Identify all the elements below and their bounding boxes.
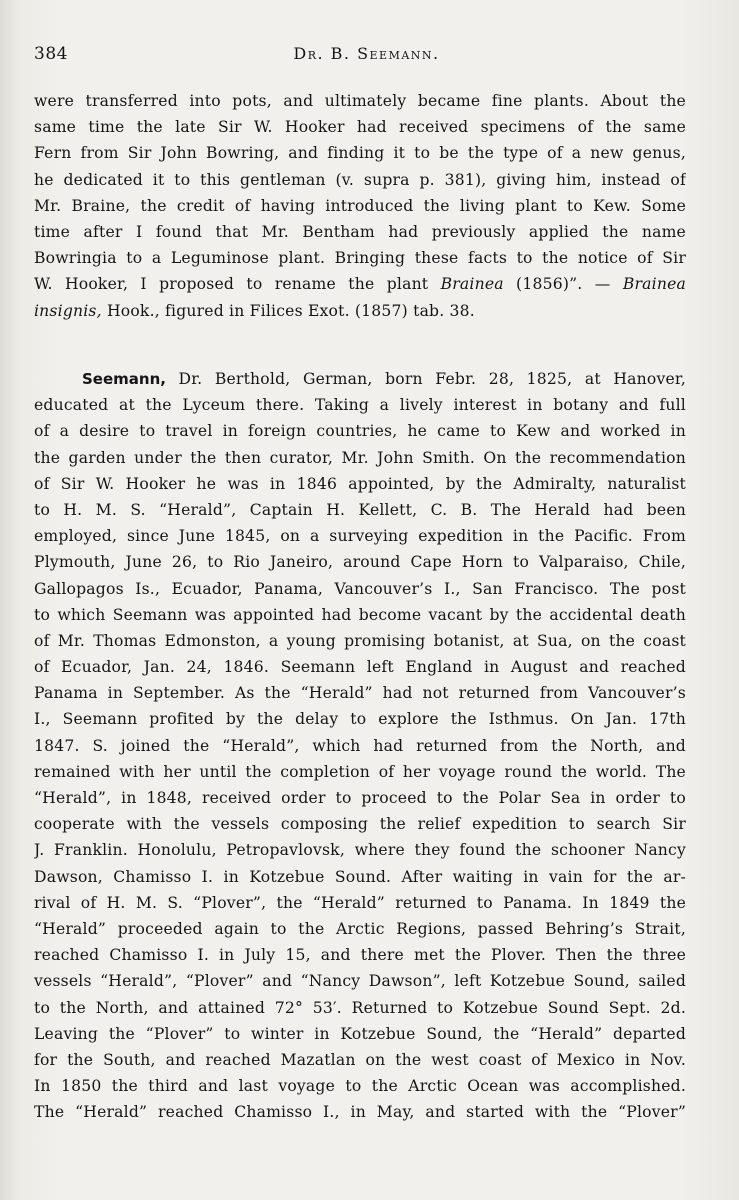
text-line (34, 298, 686, 324)
text-line: In 1850 the third and last voyage to the Arctic Ocean was accomplished. (34, 1077, 686, 1096)
text-line: Bowringia to a Leguminose plant. Bringing these facts to the notice of Sir (34, 249, 686, 268)
text-line: same time the late Sir W. Hooker had received specimens of the same (34, 118, 686, 137)
text-line: The “Herald” reached Chamisso I., in May, and started with the “Plover” (34, 1103, 686, 1122)
text-line: for the South, and reached Mazatlan on the west coast of Mexico in Nov. (34, 1050, 686, 1069)
entry-name: Seemann, (82, 370, 166, 388)
text-line (34, 271, 686, 297)
text-line: reached Chamisso I. in July 15, and there met the Plover. Then the three (34, 946, 686, 965)
text-fragment: (1856)”. — (503, 275, 623, 294)
text-line: of Sir W. Hooker he was in 1846 appointed, by the Admiralty, naturalist (34, 474, 686, 493)
text-line: 1847. S. joined the “Herald”, which had returned from the North, and (34, 736, 686, 755)
text-line: J. Franklin. Honolulu, Petropavlovsk, where they found the schooner Nancy (34, 841, 686, 860)
text-line (34, 366, 686, 392)
text-line: vessels “Herald”, “Plover” and “Nancy Dawson”, left Kotzebue Sound, sailed (34, 972, 686, 991)
page-number: 384 (34, 44, 68, 64)
running-head: Dr. B. Seemann. (293, 44, 440, 63)
text-line: the garden under the then curator, Mr. John Smith. On the recommendation (34, 448, 686, 467)
text-line: I., Seemann profited by the delay to explore the Isthmus. On Jan. 17th (34, 710, 686, 729)
text-line: Panama in September. As the “Herald” had not returned from Vancouver’s (34, 684, 686, 703)
page-header (34, 44, 699, 72)
species-name: insignis, (34, 301, 102, 320)
text-line: were transferred into pots, and ultimately became fine plants. About the (34, 92, 686, 110)
text-line: “Herald”, in 1848, received order to proceed to the Polar Sea in order to (34, 789, 686, 807)
text-line: of Mr. Thomas Edmonston, a young promising botanist, at Sua, on the coast (34, 631, 686, 650)
text-line: educated at the Lyceum there. Taking a lively interest in botany and full (34, 396, 686, 415)
text-line: of a desire to travel in foreign countries, he came to Kew and worked in (34, 422, 686, 441)
text-line: to H. M. S. “Herald”, Captain H. Kellett, C. B. The Herald had been (34, 500, 686, 519)
text-line: cooperate with the vessels composing the relief expedition to search Sir (34, 815, 686, 834)
text-line: Gallopagos Is., Ecuador, Panama, Vancouver’s I., San Francisco. The post (34, 579, 686, 598)
text-line: of Ecuador, Jan. 24, 1846. Seemann left England in August and reached (34, 658, 686, 677)
text-fragment: Dr. Berthold, German, born Febr. 28, 1825, at Hanover, (165, 370, 686, 388)
text-line: Plymouth, June 26, to Rio Janeiro, around Cape Horn to Valparaiso, Chile, (34, 553, 686, 572)
text-line: Leaving the “Plover” to winter in Kotzebue Sound, the “Herald” departed (34, 1024, 686, 1043)
text-line: Mr. Braine, the credit of having introduced the living plant to Kew. Some (34, 196, 686, 215)
text-line: to which Seemann was appointed had become vacant by the accidental death (34, 605, 686, 624)
text-line: Dawson, Chamisso I. in Kotzebue Sound. After waiting in vain for the ar- (34, 867, 686, 886)
paragraph-2 (34, 366, 686, 1125)
text-fragment: Hook., figured in Filices Exot. (1857) tab. 38. (101, 301, 475, 320)
text-line: he dedicated it to this gentleman (v. supra p. 381), giving him, instead of (34, 170, 686, 189)
paragraph-1 (34, 88, 686, 324)
text-line: remained with her until the completion of her voyage round the world. The (34, 762, 686, 781)
text-line: time after I found that Mr. Bentham had previously applied the name (34, 222, 686, 241)
text-line: to the North, and attained 72° 53′. Returned to Kotzebue Sound Sept. 2d. (34, 998, 686, 1017)
text-line: Fern from Sir John Bowring, and finding it to be the type of a new genus, (34, 144, 686, 163)
genus-name: Brainea (622, 275, 686, 294)
text-line: employed, since June 1845, on a surveying expedition in the Pacific. From (34, 527, 686, 546)
text-line: rival of H. M. S. “Plover”, the “Herald” returned to Panama. In 1849 the (34, 893, 686, 912)
text-line: “Herald” proceeded again to the Arctic Regions, passed Behring’s Strait, (34, 919, 686, 938)
text-fragment: W. Hooker, I proposed to rename the plant (34, 275, 441, 294)
genus-name: Brainea (440, 275, 504, 294)
